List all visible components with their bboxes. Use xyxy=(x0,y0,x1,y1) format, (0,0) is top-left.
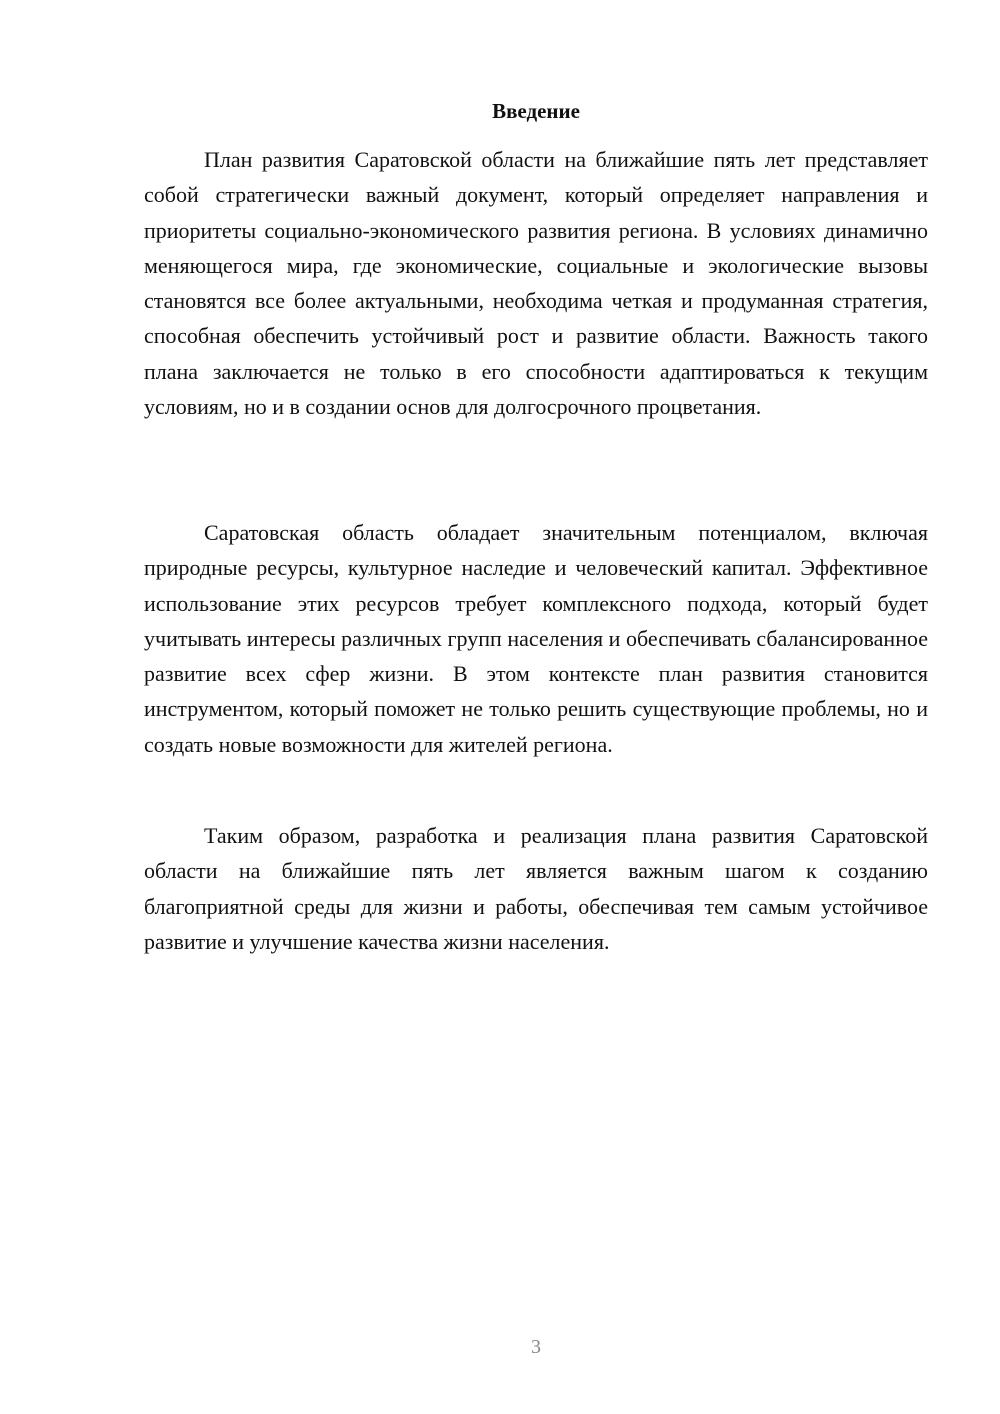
paragraph-1: План развития Саратовской области на ближайшие пять лет представляет собой стратегически важный документ, который определяет направления и приоритеты социально-экономического развития региона. В условиях динамично меняющегося мира, где экономические, социальные и экологические вызовы становятся все более актуальными, необходима четкая и продуманная стратегия, способная обеспечить устойчивый рост и развитие области. Важность такого плана заключается не только в его способности адаптироваться к текущим условиям, но и в создании основ для долгосрочного процветания. xyxy=(144,147,928,420)
section-heading: Введение xyxy=(492,99,580,123)
paragraph-2: Саратовская область обладает значительным потенциалом, включая природные ресурсы, культурное наследие и человеческий капитал. Эффективное использование этих ресурсов требует комплексного подхода, который будет учитывать интересы различных групп населения и обеспечивать сбалансированное развитие всех сфер жизни. В этом контексте план развития становится инструментом, который поможет не только решить существующие проблемы, но и создать новые возможности для жителей региона. xyxy=(144,520,928,757)
paragraph-3: Таким образом, разработка и реализация плана развития Саратовской области на ближайшие пять лет является важным шагом к созданию благоприятной среды для жизни и работы, обеспечивая тем самым устойчивое развитие и улучшение качества жизни населения. xyxy=(144,823,928,954)
page-number: 3 xyxy=(531,1336,541,1358)
